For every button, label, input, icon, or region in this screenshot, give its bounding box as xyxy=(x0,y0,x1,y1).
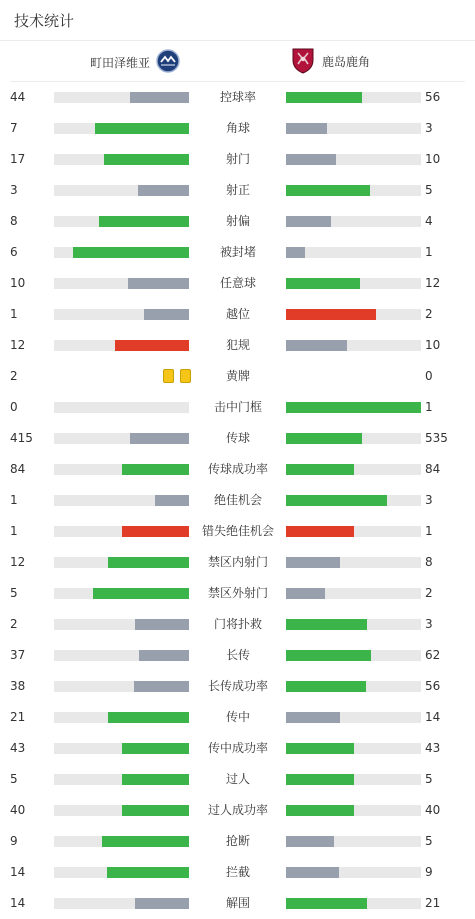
home-bar-track xyxy=(54,309,189,320)
home-bar-fill xyxy=(135,619,189,630)
stat-label: 传球成功率 xyxy=(207,462,268,476)
stat-label: 传球 xyxy=(225,431,250,445)
away-team-crest-icon xyxy=(290,46,316,77)
away-value: 1 xyxy=(425,245,433,259)
away-bar-fill xyxy=(286,185,370,196)
home-bar-track xyxy=(54,216,189,227)
stat-label: 黄牌 xyxy=(225,369,250,383)
stat-label: 过人成功率 xyxy=(207,803,268,817)
away-value: 84 xyxy=(425,462,441,476)
stat-row xyxy=(0,237,475,268)
away-bar-track xyxy=(286,154,421,165)
stat-label: 错失绝佳机会 xyxy=(201,524,274,538)
stat-label: 绝佳机会 xyxy=(213,493,262,507)
home-team-name: 町田泽维亚 xyxy=(89,55,150,70)
stat-label: 拦截 xyxy=(225,865,250,879)
stats-header xyxy=(0,0,475,41)
away-bar-fill xyxy=(286,743,354,754)
away-bar-fill xyxy=(286,805,354,816)
away-bar-fill xyxy=(286,681,366,692)
away-bar-fill xyxy=(286,619,367,630)
away-value: 5 xyxy=(425,772,433,786)
away-bar-track xyxy=(286,712,421,723)
stat-row xyxy=(0,733,475,764)
home-bar-track xyxy=(54,185,189,196)
home-bar-fill xyxy=(134,681,189,692)
away-bar-track xyxy=(286,123,421,134)
stat-row xyxy=(0,392,475,423)
away-bar-fill xyxy=(286,433,362,444)
home-bar-fill xyxy=(108,557,189,568)
home-bar-track xyxy=(54,123,189,134)
stat-row xyxy=(0,268,475,299)
stat-row xyxy=(0,144,475,175)
away-bar-fill xyxy=(286,898,367,909)
stat-row xyxy=(0,826,475,857)
home-bar-fill xyxy=(73,247,189,258)
home-value: 8 xyxy=(10,214,18,228)
home-value: 12 xyxy=(10,555,26,569)
home-bar-track xyxy=(54,495,189,506)
home-bar-track xyxy=(54,247,189,258)
stat-row xyxy=(0,423,475,454)
stat-row xyxy=(0,795,475,826)
home-value: 2 xyxy=(10,617,18,631)
away-bar-fill xyxy=(286,278,360,289)
stat-row xyxy=(0,857,475,888)
home-bar-fill xyxy=(122,774,190,785)
home-value: 14 xyxy=(10,896,26,910)
away-bar-track xyxy=(286,836,421,847)
away-value: 5 xyxy=(425,834,433,848)
away-bar-track xyxy=(286,898,421,909)
home-bar-track xyxy=(54,402,189,413)
stat-row xyxy=(0,764,475,795)
away-bar-track xyxy=(286,557,421,568)
away-value: 10 xyxy=(425,338,441,352)
stat-label: 过人 xyxy=(225,772,250,786)
home-bar-fill xyxy=(99,216,189,227)
stat-row xyxy=(0,671,475,702)
away-value: 56 xyxy=(425,90,441,104)
away-value: 1 xyxy=(425,400,433,414)
home-bar-fill xyxy=(128,278,189,289)
home-value: 21 xyxy=(10,710,26,724)
away-value: 0 xyxy=(425,369,433,383)
home-value: 1 xyxy=(10,493,18,507)
stat-label: 禁区内射门 xyxy=(207,555,268,569)
stat-row xyxy=(0,299,475,330)
away-bar-fill xyxy=(286,526,354,537)
home-bar-fill xyxy=(122,464,190,475)
stat-row xyxy=(0,702,475,733)
away-value: 3 xyxy=(425,617,433,631)
away-bar-track xyxy=(286,681,421,692)
home-value: 7 xyxy=(10,121,18,135)
stat-row xyxy=(0,485,475,516)
home-bar-fill xyxy=(115,340,189,351)
home-value: 10 xyxy=(10,276,26,290)
home-bar-track xyxy=(54,154,189,165)
home-bar-track xyxy=(54,650,189,661)
stat-row xyxy=(0,547,475,578)
away-value: 43 xyxy=(425,741,441,755)
away-value: 535 xyxy=(425,431,448,445)
away-bar-fill xyxy=(286,836,334,847)
home-team[interactable] xyxy=(90,49,180,75)
home-bar-track xyxy=(54,681,189,692)
stat-row xyxy=(0,578,475,609)
away-bar-track xyxy=(286,309,421,320)
stat-row xyxy=(0,175,475,206)
away-team[interactable] xyxy=(290,47,370,75)
home-bar-fill xyxy=(130,433,189,444)
away-bar-fill xyxy=(286,464,354,475)
home-bar-fill xyxy=(122,805,190,816)
stat-label: 解围 xyxy=(225,896,250,910)
home-value: 84 xyxy=(10,462,26,476)
home-bar-fill xyxy=(107,867,189,878)
home-bar-track xyxy=(54,805,189,816)
away-bar-fill xyxy=(286,309,376,320)
home-value: 14 xyxy=(10,865,26,879)
home-value: 9 xyxy=(10,834,18,848)
stat-label: 控球率 xyxy=(219,90,256,104)
home-bar-track xyxy=(54,464,189,475)
home-value: 2 xyxy=(10,369,18,383)
away-bar-fill xyxy=(286,402,421,413)
home-bar-fill xyxy=(155,495,189,506)
home-team-crest-icon xyxy=(156,49,180,76)
home-bar-track xyxy=(54,278,189,289)
stat-label: 被封堵 xyxy=(219,245,256,259)
stat-row xyxy=(0,609,475,640)
away-bar-fill xyxy=(286,557,340,568)
home-bar-track xyxy=(54,619,189,630)
home-bar-track xyxy=(54,588,189,599)
home-value: 1 xyxy=(10,307,18,321)
away-bar-track xyxy=(286,526,421,537)
home-bar-track xyxy=(54,92,189,103)
away-value: 5 xyxy=(425,183,433,197)
home-value: 37 xyxy=(10,648,26,662)
away-bar-fill xyxy=(286,774,354,785)
home-bar-track xyxy=(54,898,189,909)
away-value: 8 xyxy=(425,555,433,569)
away-value: 62 xyxy=(425,648,441,662)
away-value: 2 xyxy=(425,586,433,600)
stat-label: 传中 xyxy=(225,710,250,724)
away-bar-track xyxy=(286,495,421,506)
away-bar-track xyxy=(286,92,421,103)
away-bar-fill xyxy=(286,247,305,258)
home-value: 43 xyxy=(10,741,26,755)
home-value: 3 xyxy=(10,183,18,197)
away-value: 3 xyxy=(425,121,433,135)
teams-bar xyxy=(10,41,465,82)
stat-row xyxy=(0,330,475,361)
away-value: 3 xyxy=(425,493,433,507)
page-title: 技术统计 xyxy=(14,11,75,30)
stat-row xyxy=(0,888,475,919)
home-bar-fill xyxy=(93,588,189,599)
home-bar-track xyxy=(54,526,189,537)
home-bar-track xyxy=(54,774,189,785)
away-bar-track xyxy=(286,774,421,785)
away-bar-fill xyxy=(286,340,347,351)
away-value: 10 xyxy=(425,152,441,166)
stat-label: 门将扑救 xyxy=(213,617,262,631)
home-value: 40 xyxy=(10,803,26,817)
stat-label: 传中成功率 xyxy=(207,741,268,755)
stat-row xyxy=(0,113,475,144)
yellow-card-icon xyxy=(163,369,174,383)
away-value: 4 xyxy=(425,214,433,228)
home-bar-fill xyxy=(135,898,189,909)
away-bar-track xyxy=(286,464,421,475)
stat-row xyxy=(0,516,475,547)
home-bar-track xyxy=(54,433,189,444)
home-value: 17 xyxy=(10,152,26,166)
away-bar-track xyxy=(286,402,421,413)
away-value: 56 xyxy=(425,679,441,693)
home-value: 12 xyxy=(10,338,26,352)
stat-row xyxy=(0,82,475,113)
away-bar-fill xyxy=(286,712,340,723)
away-bar-fill xyxy=(286,495,387,506)
home-bar-fill xyxy=(122,526,190,537)
stat-label: 任意球 xyxy=(219,276,256,290)
home-bar-track xyxy=(54,836,189,847)
stat-label: 越位 xyxy=(225,307,250,321)
stat-row xyxy=(0,206,475,237)
home-bar-track xyxy=(54,712,189,723)
away-value: 2 xyxy=(425,307,433,321)
away-team-name: 鹿岛鹿角 xyxy=(322,54,371,69)
away-bar-track xyxy=(286,185,421,196)
stat-label: 射正 xyxy=(225,183,250,197)
home-bar-track xyxy=(54,557,189,568)
stats-list xyxy=(0,82,475,919)
away-bar-track xyxy=(286,433,421,444)
away-bar-track xyxy=(286,743,421,754)
away-bar-track xyxy=(286,247,421,258)
stat-label: 击中门框 xyxy=(213,400,262,414)
away-bar-track xyxy=(286,588,421,599)
away-value: 21 xyxy=(425,896,441,910)
stat-label: 长传 xyxy=(225,648,250,662)
stat-label: 角球 xyxy=(225,121,250,135)
away-bar-fill xyxy=(286,650,371,661)
away-bar-track xyxy=(286,216,421,227)
away-value: 14 xyxy=(425,710,441,724)
away-value: 12 xyxy=(425,276,441,290)
yellow-cards xyxy=(163,369,191,383)
home-bar-fill xyxy=(138,185,189,196)
away-bar-track xyxy=(286,278,421,289)
away-bar-track xyxy=(286,805,421,816)
away-bar-fill xyxy=(286,92,362,103)
home-bar-fill xyxy=(122,743,190,754)
home-bar-track xyxy=(54,340,189,351)
home-value: 6 xyxy=(10,245,18,259)
away-bar-track xyxy=(286,340,421,351)
away-value: 40 xyxy=(425,803,441,817)
away-bar-track xyxy=(286,650,421,661)
home-value: 1 xyxy=(10,524,18,538)
home-value: 0 xyxy=(10,400,18,414)
home-bar-fill xyxy=(104,154,189,165)
home-bar-fill xyxy=(102,836,189,847)
away-bar-track xyxy=(286,867,421,878)
home-value: 38 xyxy=(10,679,26,693)
home-value: 5 xyxy=(10,772,18,786)
home-bar-track xyxy=(54,867,189,878)
stat-label: 犯规 xyxy=(225,338,250,352)
stat-label: 射门 xyxy=(225,152,250,166)
away-bar-fill xyxy=(286,588,325,599)
away-bar-track xyxy=(286,619,421,630)
stat-label: 抢断 xyxy=(225,834,250,848)
away-bar-fill xyxy=(286,216,331,227)
away-bar-fill xyxy=(286,123,327,134)
home-bar-fill xyxy=(144,309,189,320)
stat-label: 长传成功率 xyxy=(207,679,268,693)
home-value: 5 xyxy=(10,586,18,600)
home-bar-fill xyxy=(108,712,189,723)
stat-label: 射偏 xyxy=(225,214,250,228)
away-bar-fill xyxy=(286,154,336,165)
stat-label: 禁区外射门 xyxy=(207,586,268,600)
away-value: 1 xyxy=(425,524,433,538)
stat-row xyxy=(0,361,475,392)
away-bar-fill xyxy=(286,867,339,878)
home-bar-fill xyxy=(95,123,190,134)
away-value: 9 xyxy=(425,865,433,879)
home-value: 415 xyxy=(10,431,33,445)
stat-row xyxy=(0,640,475,671)
stat-row xyxy=(0,454,475,485)
home-value: 44 xyxy=(10,90,26,104)
home-bar-fill xyxy=(130,92,189,103)
home-bar-track xyxy=(54,743,189,754)
home-bar-fill xyxy=(139,650,189,661)
